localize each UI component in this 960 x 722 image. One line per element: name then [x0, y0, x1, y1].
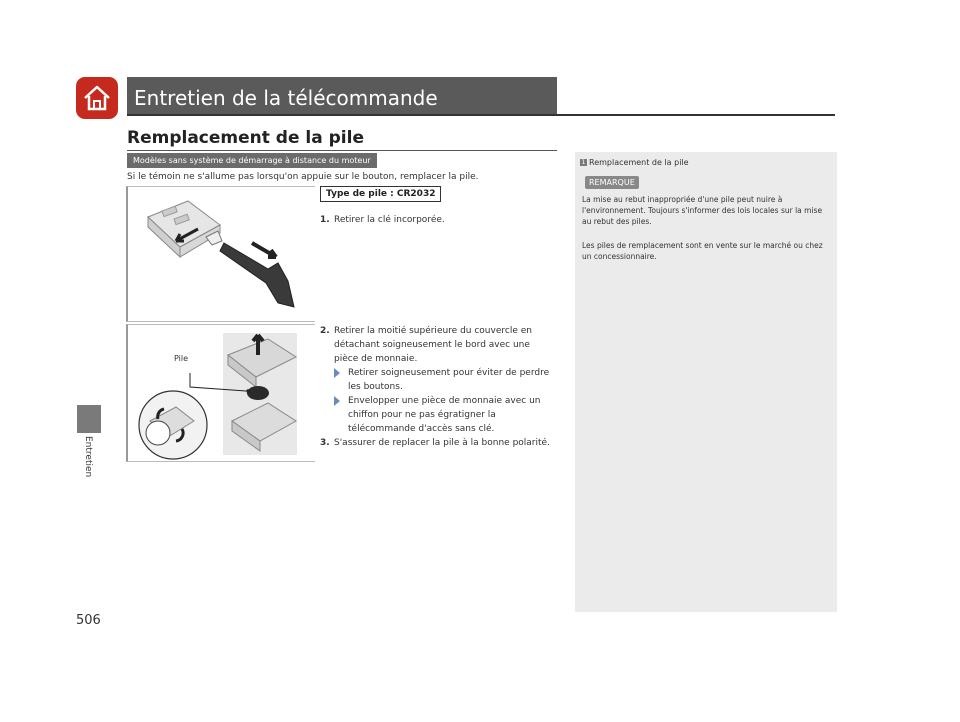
note-paragraph-1: La mise au rebut inappropriée d'une pile peut nuire à l'environnement. Toujours s'informer des lois locales sur la mise au rebut des piles.: [582, 195, 823, 226]
key-blade: [220, 243, 294, 307]
battery-label: Pile: [174, 354, 189, 363]
figure-remove-key: [126, 186, 315, 322]
step-number: 3.: [320, 438, 330, 448]
step-number: 1.: [320, 215, 330, 225]
battery-type-box: Type de pile : CR2032: [320, 186, 441, 202]
substep-text: Retirer soigneusement pour éviter de perdre les boutons.: [348, 368, 550, 392]
remarque-badge: REMARQUE: [585, 176, 639, 189]
triangle-bullet-icon: [334, 396, 340, 406]
page-number: 506: [76, 613, 101, 628]
note-heading: [580, 158, 689, 167]
step-3: [320, 436, 555, 450]
header-divider: [127, 114, 835, 116]
page-title: Entretien de la télécommande: [134, 86, 438, 110]
intro-text: Si le témoin ne s'allume pas lorsqu'on appuie sur le bouton, remplacer la pile.: [127, 172, 479, 182]
step-2: [320, 324, 555, 366]
key-fob-illustration: [148, 201, 222, 257]
triangle-bullet-icon: [334, 368, 340, 378]
section-title: Remplacement de la pile: [127, 128, 364, 148]
step-text: S'assurer de replacer la pile à la bonne polarité.: [334, 438, 550, 448]
reference-icon: 1: [581, 159, 586, 166]
step-1: [320, 213, 555, 227]
step-text: Retirer la clé incorporée.: [334, 215, 445, 225]
substep-2: [334, 394, 558, 436]
substep-1: [334, 366, 558, 394]
battery-shape: [247, 386, 269, 400]
figure-open-cover: [126, 324, 315, 462]
substep-text: Envelopper une pièce de monnaie avec un chiffon pour ne pas égratigner la télécommande d'accès sans clé.: [348, 396, 541, 434]
home-icon: [81, 82, 113, 114]
note-paragraph-2: Les piles de remplacement sont en vente sur le marché ou chez un concessionnaire.: [582, 241, 823, 261]
arrow-right-icon: [252, 243, 276, 257]
note-heading-text: Remplacement de la pile: [589, 158, 689, 167]
step-text: Retirer la moitié supérieure du couvercle en détachant soigneusement le bord avec une pièce de monnaie.: [334, 326, 532, 364]
section-divider: [127, 150, 557, 151]
side-tab[interactable]: [77, 405, 101, 433]
model-badge: Modèles sans système de démarrage à distance du moteur: [127, 153, 377, 168]
home-button[interactable]: [76, 77, 118, 119]
side-tab-label: Entretien: [83, 436, 93, 478]
step-number: 2.: [320, 326, 330, 336]
